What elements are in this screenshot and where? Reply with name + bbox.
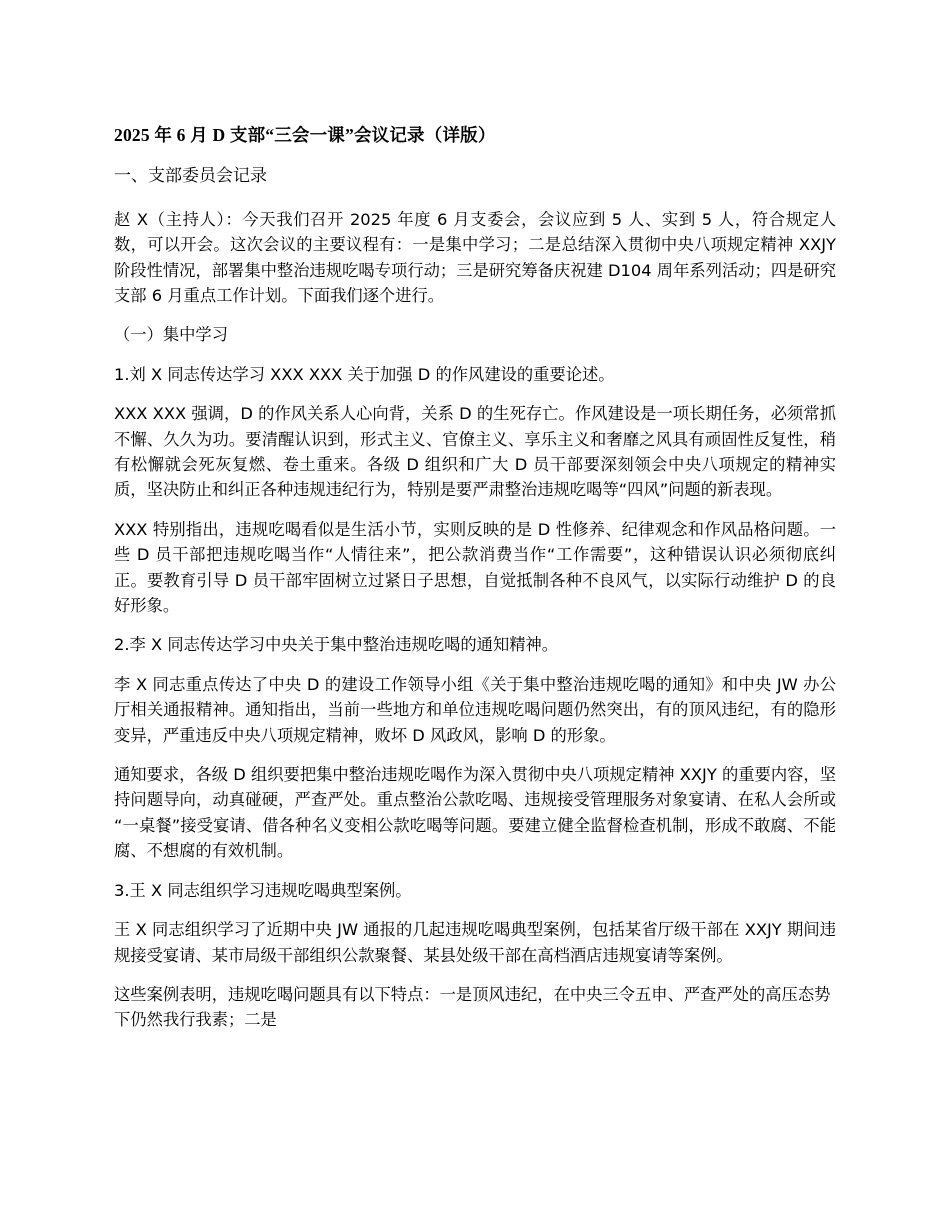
item-2-heading: 2.李 X 同志传达学习中央关于集中整治违规吃喝的通知精神。 xyxy=(114,635,559,655)
subsection-heading-collective-study: （一）集中学习 xyxy=(114,325,228,345)
item-3-body-paragraph-1: 王 X 同志组织学习了近期中央 JW 通报的几起违规吃喝典型案例，包括某省厅级干部在 XXJY 期间违规接受宴请、某市局级干部组织公款聚餐、某县处级干部在高档酒店违规宴请等案例。 xyxy=(114,920,836,965)
item-1-body-paragraph-2: XXX 特别指出，违规吃喝看似是生活小节，实则反映的是 D 性修养、纪律观念和作风品格问题。一些 D 员干部把违规吃喝当作“人情往来”，把公款消费当作“工作需要”，这种错误认识必须彻底纠正。要教育引导 D 员干部牢固树立过紧日子思想，自觉抵制各种不良风气，以实际行动维护 D 的良好形象。 xyxy=(114,519,836,616)
item-3-body-paragraph-2: 这些案例表明，违规吃喝问题具有以下特点：一是顶风违纪，在中央三令五申、严查严处的高压态势下仍然我行我素；二是 xyxy=(114,984,831,1030)
opening-remarks-paragraph: 赵 X（主持人）：今天我们召开 2025 年度 6 月支委会，会议应到 5 人、实到 5 人，符合规定人数，可以开会。这次会议的主要议程有：一是集中学习；二是总结深入贯彻中央八项规定精神 XXJY 阶段性情况，部署集中整治违规吃喝专项行动；三是研究筹备庆祝建 D104 周年系列活动；四是研究支部 6 月重点工作计划。下面我们逐个进行。 xyxy=(114,209,836,305)
item-1-heading: 1.刘 X 同志传达学习 XXX XXX 关于加强 D 的作风建设的重要论述。 xyxy=(114,364,615,384)
item-2-body-paragraph-2: 通知要求，各级 D 组织要把集中整治违规吃喝作为深入贯彻中央八项规定精神 XXJY 的重要内容，坚持问题导向，动真碰硬，严查严处。重点整治公款吃喝、违规接受管理服务对象宴请、在私人会所或“一桌餐”接受宴请、借各种名义变相公款吃喝等问题。要建立健全监督检查机制，形成不敢腐、不能腐、不想腐的有效机制。 xyxy=(114,765,836,861)
item-1-body-paragraph-1: XXX XXX 强调，D 的作风关系人心向背，关系 D 的生死存亡。作风建设是一项长期任务，必须常抓不懈、久久为功。要清醒认识到，形式主义、官僚主义、享乐主义和奢靡之风具有顽固性反复性，稍有松懈就会死灰复燃、卷土重来。各级 D 组织和广大 D 员干部要深刻领会中央八项规定的精神实质，坚决防止和纠正各种违规违纪行为，特别是要严肃整治违规吃喝等“四风”问题的新表现。 xyxy=(114,404,836,500)
item-2-body-paragraph-1: 李 X 同志重点传达了中央 D 的建设工作领导小组《关于集中整治违规吃喝的通知》和中央 JW 办公厅相关通报精神。通知指出，当前一些地方和单位违规吃喝问题仍然突出，有的顶风违纪，有的隐形变异，严重违反中央八项规定精神，败坏 D 风政风，影响 D 的形象。 xyxy=(114,674,836,745)
document-body xyxy=(114,122,836,1033)
page-title: 2025 年 6 月 D 支部“三会一课”会议记录（详版） xyxy=(114,125,496,145)
section-heading-branch-committee: 一、支部委员会记录 xyxy=(114,166,267,187)
item-3-heading: 3.王 X 同志组织学习违规吃喝典型案例。 xyxy=(114,880,412,900)
